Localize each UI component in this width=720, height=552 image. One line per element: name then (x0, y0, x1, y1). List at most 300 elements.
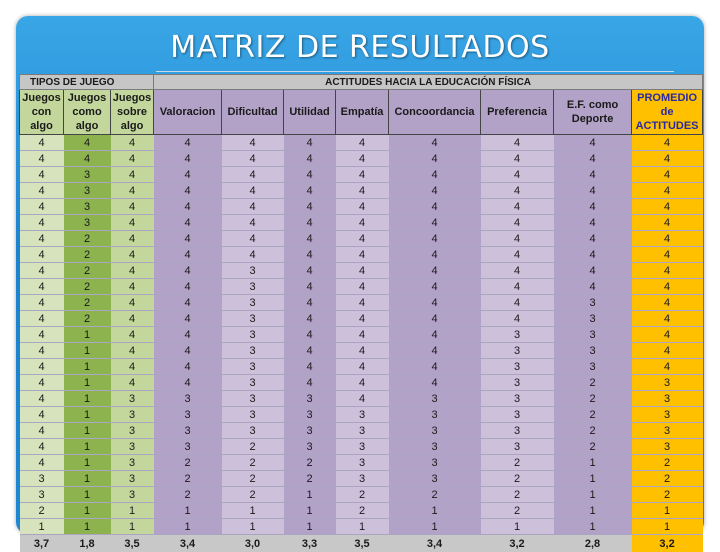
table-cell: 1 (284, 503, 336, 519)
table-cell: 4 (111, 263, 154, 279)
table-cell: 4 (632, 279, 703, 295)
table-cell: 4 (154, 263, 222, 279)
table-cell: 4 (154, 151, 222, 167)
table-cell: 3 (222, 279, 284, 295)
table-cell: 4 (284, 327, 336, 343)
table-cell: 2 (222, 471, 284, 487)
table-cell: 4 (64, 151, 111, 167)
table-cell: 4 (481, 151, 554, 167)
table-row (20, 311, 703, 327)
table-cell: 4 (284, 263, 336, 279)
table-cell: 4 (632, 183, 703, 199)
table-cell: 4 (481, 295, 554, 311)
table-cell: 4 (554, 183, 632, 199)
table-cell: 4 (284, 311, 336, 327)
table-cell: 4 (111, 311, 154, 327)
table-cell: 2 (481, 455, 554, 471)
results-matrix (19, 74, 702, 552)
table-cell: 4 (111, 151, 154, 167)
column-header: Preferencia (481, 90, 554, 135)
table-cell: 4 (64, 135, 111, 151)
table-cell: 4 (389, 375, 481, 391)
total-cell: 3,7 (20, 535, 64, 552)
table-cell: 4 (554, 151, 632, 167)
table-cell: 3 (554, 327, 632, 343)
table-cell: 4 (336, 167, 389, 183)
table-cell: 4 (111, 247, 154, 263)
table-cell: 4 (20, 279, 64, 295)
table-cell: 4 (554, 215, 632, 231)
total-cell: 2,8 (554, 535, 632, 552)
table-cell: 4 (389, 215, 481, 231)
group-header-row (20, 75, 703, 90)
table-cell: 1 (222, 519, 284, 535)
total-cell: 3,0 (222, 535, 284, 552)
table-cell: 4 (20, 263, 64, 279)
table-row (20, 423, 703, 439)
table-cell: 4 (284, 295, 336, 311)
table-cell: 4 (284, 359, 336, 375)
table-cell: 4 (111, 183, 154, 199)
table-cell: 3 (632, 391, 703, 407)
table-cell: 3 (111, 487, 154, 503)
table-cell: 3 (111, 471, 154, 487)
table-cell: 4 (154, 167, 222, 183)
total-cell: 3,3 (284, 535, 336, 552)
table-cell: 4 (20, 391, 64, 407)
table-cell: 3 (222, 391, 284, 407)
table-cell: 3 (20, 487, 64, 503)
total-cell: 3,5 (336, 535, 389, 552)
table-cell: 3 (284, 423, 336, 439)
table-cell: 2 (284, 471, 336, 487)
table-row (20, 391, 703, 407)
table-cell: 2 (222, 439, 284, 455)
table-cell: 3 (336, 439, 389, 455)
table-cell: 1 (336, 519, 389, 535)
table-cell: 4 (554, 231, 632, 247)
table-cell: 4 (284, 183, 336, 199)
table-cell: 4 (20, 423, 64, 439)
table-cell: 4 (554, 279, 632, 295)
table-cell: 3 (554, 343, 632, 359)
table-cell: 2 (554, 423, 632, 439)
table-cell: 4 (154, 199, 222, 215)
table-cell: 4 (222, 167, 284, 183)
table-cell: 4 (389, 295, 481, 311)
table-cell: 1 (64, 487, 111, 503)
table-cell: 4 (111, 343, 154, 359)
column-header: PROMEDIO de ACTITUDES (632, 90, 703, 135)
table-cell: 4 (154, 215, 222, 231)
table-cell: 2 (64, 247, 111, 263)
table-cell: 4 (481, 279, 554, 295)
table-cell: 3 (222, 343, 284, 359)
table-cell: 3 (111, 423, 154, 439)
table-cell: 4 (632, 167, 703, 183)
table-cell: 4 (222, 215, 284, 231)
table-cell: 4 (632, 327, 703, 343)
group-header-actitudes: ACTITUDES HACIA LA EDUCACIÓN FÍSICA (154, 75, 703, 90)
table-cell: 1 (389, 519, 481, 535)
table-cell: 1 (632, 503, 703, 519)
table-cell: 4 (389, 151, 481, 167)
table-cell: 4 (389, 183, 481, 199)
table-cell: 2 (481, 471, 554, 487)
table-cell: 4 (20, 151, 64, 167)
table-cell: 4 (284, 151, 336, 167)
table-cell: 2 (284, 455, 336, 471)
table-row (20, 263, 703, 279)
table-cell: 4 (336, 215, 389, 231)
table-cell: 1 (64, 375, 111, 391)
table-cell: 1 (111, 503, 154, 519)
column-header: Juegos como algo (64, 90, 111, 135)
table-cell: 4 (336, 279, 389, 295)
slide (16, 16, 704, 534)
column-header: Concoordancia (389, 90, 481, 135)
table-row (20, 487, 703, 503)
table-cell: 1 (64, 407, 111, 423)
table-cell: 4 (336, 375, 389, 391)
table-cell: 4 (632, 343, 703, 359)
table-cell: 4 (481, 167, 554, 183)
table-cell: 2 (554, 407, 632, 423)
table-cell: 3 (284, 391, 336, 407)
table-cell: 4 (154, 295, 222, 311)
table-cell: 4 (284, 215, 336, 231)
table-cell: 3 (222, 359, 284, 375)
table-cell: 4 (154, 135, 222, 151)
table-cell: 4 (389, 343, 481, 359)
table-cell: 3 (64, 199, 111, 215)
table-row (20, 519, 703, 535)
table-cell: 4 (389, 279, 481, 295)
table-cell: 3 (389, 455, 481, 471)
table-cell: 3 (222, 295, 284, 311)
table-cell: 4 (20, 375, 64, 391)
table-cell: 4 (389, 359, 481, 375)
table-cell: 4 (20, 135, 64, 151)
table-cell: 4 (154, 375, 222, 391)
table-row (20, 215, 703, 231)
table-cell: 1 (554, 519, 632, 535)
table-cell: 4 (111, 327, 154, 343)
table-cell: 4 (554, 199, 632, 215)
table-cell: 2 (154, 455, 222, 471)
table-cell: 4 (20, 199, 64, 215)
table-cell: 2 (632, 487, 703, 503)
table-cell: 3 (389, 391, 481, 407)
table-row (20, 359, 703, 375)
table-cell: 1 (481, 519, 554, 535)
table-cell: 4 (20, 311, 64, 327)
table-cell: 3 (20, 471, 64, 487)
table-row (20, 167, 703, 183)
table-cell: 3 (481, 407, 554, 423)
table-cell: 4 (481, 263, 554, 279)
table-cell: 4 (284, 167, 336, 183)
table-cell: 3 (336, 471, 389, 487)
table-cell: 4 (154, 231, 222, 247)
table-cell: 3 (111, 407, 154, 423)
table-cell: 4 (632, 247, 703, 263)
table-cell: 4 (284, 231, 336, 247)
column-header-row (20, 90, 703, 135)
table-cell: 4 (632, 311, 703, 327)
table-row (20, 343, 703, 359)
table-cell: 2 (336, 487, 389, 503)
table-cell: 4 (336, 295, 389, 311)
total-cell: 3,2 (632, 535, 703, 552)
table-row (20, 199, 703, 215)
table-cell: 1 (64, 455, 111, 471)
table-cell: 3 (481, 375, 554, 391)
table-cell: 4 (111, 135, 154, 151)
column-header: Dificultad (222, 90, 284, 135)
column-header: Valoracion (154, 90, 222, 135)
table-cell: 4 (20, 343, 64, 359)
table-row (20, 407, 703, 423)
table-cell: 2 (154, 487, 222, 503)
table-cell: 4 (481, 199, 554, 215)
results-table (19, 74, 703, 552)
table-cell: 4 (336, 343, 389, 359)
table-cell: 4 (481, 183, 554, 199)
table-cell: 4 (20, 327, 64, 343)
table-cell: 3 (284, 439, 336, 455)
table-cell: 3 (154, 439, 222, 455)
table-cell: 4 (111, 279, 154, 295)
table-cell: 4 (154, 311, 222, 327)
total-cell: 3,4 (154, 535, 222, 552)
table-cell: 4 (632, 199, 703, 215)
table-cell: 3 (64, 215, 111, 231)
table-cell: 4 (336, 327, 389, 343)
table-cell: 2 (20, 503, 64, 519)
table-cell: 1 (554, 503, 632, 519)
table-cell: 4 (336, 135, 389, 151)
table-cell: 4 (20, 231, 64, 247)
table-cell: 4 (20, 167, 64, 183)
table-cell: 2 (481, 487, 554, 503)
table-row (20, 295, 703, 311)
table-cell: 4 (554, 263, 632, 279)
table-cell: 2 (64, 311, 111, 327)
table-cell: 3 (111, 455, 154, 471)
table-cell: 2 (336, 503, 389, 519)
table-cell: 4 (222, 183, 284, 199)
table-cell: 3 (389, 471, 481, 487)
table-cell: 4 (154, 343, 222, 359)
table-cell: 4 (336, 311, 389, 327)
table-cell: 3 (481, 439, 554, 455)
table-cell: 2 (481, 503, 554, 519)
table-cell: 3 (554, 311, 632, 327)
table-cell: 4 (481, 135, 554, 151)
table-cell: 4 (111, 375, 154, 391)
table-cell: 4 (632, 231, 703, 247)
table-cell: 4 (554, 247, 632, 263)
table-cell: 1 (64, 519, 111, 535)
table-cell: 4 (20, 359, 64, 375)
table-cell: 3 (481, 343, 554, 359)
table-cell: 4 (154, 183, 222, 199)
table-cell: 2 (154, 471, 222, 487)
table-cell: 3 (632, 375, 703, 391)
column-header: Juegos sobre algo (111, 90, 154, 135)
table-cell: 1 (64, 503, 111, 519)
table-cell: 4 (20, 183, 64, 199)
group-header-juego: TIPOS DE JUEGO (20, 75, 154, 90)
table-cell: 4 (111, 167, 154, 183)
table-cell: 2 (632, 471, 703, 487)
table-cell: 4 (481, 311, 554, 327)
table-cell: 4 (154, 247, 222, 263)
table-cell: 4 (389, 167, 481, 183)
total-cell: 3,5 (111, 535, 154, 552)
table-cell: 1 (222, 503, 284, 519)
table-cell: 4 (632, 135, 703, 151)
page-title: MATRIZ DE RESULTADOS (16, 30, 704, 65)
column-header: Utilidad (284, 90, 336, 135)
table-cell: 4 (389, 311, 481, 327)
table-cell: 3 (336, 407, 389, 423)
table-cell: 4 (111, 295, 154, 311)
table-row (20, 439, 703, 455)
table-cell: 4 (284, 247, 336, 263)
table-cell: 3 (389, 407, 481, 423)
table-cell: 2 (222, 455, 284, 471)
table-cell: 1 (64, 391, 111, 407)
table-cell: 4 (222, 199, 284, 215)
table-cell: 4 (336, 359, 389, 375)
totals-row (20, 535, 703, 552)
title-divider (156, 71, 674, 72)
table-cell: 3 (481, 327, 554, 343)
table-cell: 4 (389, 327, 481, 343)
table-cell: 2 (554, 375, 632, 391)
table-cell: 3 (481, 359, 554, 375)
table-cell: 4 (336, 391, 389, 407)
table-cell: 1 (64, 327, 111, 343)
table-cell: 1 (64, 439, 111, 455)
table-cell: 1 (154, 503, 222, 519)
table-row (20, 503, 703, 519)
table-cell: 1 (20, 519, 64, 535)
table-cell: 3 (222, 327, 284, 343)
table-cell: 4 (20, 247, 64, 263)
table-cell: 4 (336, 247, 389, 263)
table-cell: 1 (554, 471, 632, 487)
column-header: E.F. como Deporte (554, 90, 632, 135)
table-cell: 1 (632, 519, 703, 535)
table-cell: 4 (154, 327, 222, 343)
table-cell: 4 (20, 455, 64, 471)
table-cell: 4 (222, 247, 284, 263)
table-cell: 3 (336, 455, 389, 471)
table-cell: 4 (222, 135, 284, 151)
table-cell: 4 (336, 199, 389, 215)
total-cell: 1,8 (64, 535, 111, 552)
table-row (20, 151, 703, 167)
table-row (20, 183, 703, 199)
table-cell: 4 (336, 231, 389, 247)
total-cell: 3,4 (389, 535, 481, 552)
table-cell: 3 (389, 439, 481, 455)
column-header: Juegos con algo (20, 90, 64, 135)
table-cell: 3 (632, 439, 703, 455)
table-cell: 4 (632, 359, 703, 375)
table-cell: 1 (284, 487, 336, 503)
table-cell: 1 (64, 359, 111, 375)
table-cell: 4 (336, 263, 389, 279)
table-cell: 4 (222, 231, 284, 247)
table-cell: 3 (336, 423, 389, 439)
table-cell: 4 (284, 199, 336, 215)
table-cell: 1 (554, 455, 632, 471)
table-cell: 4 (20, 295, 64, 311)
table-row (20, 247, 703, 263)
table-cell: 4 (632, 295, 703, 311)
table-cell: 3 (64, 167, 111, 183)
table-cell: 4 (389, 199, 481, 215)
table-cell: 1 (154, 519, 222, 535)
table-cell: 4 (154, 279, 222, 295)
table-cell: 3 (222, 375, 284, 391)
table-cell: 3 (111, 391, 154, 407)
table-cell: 4 (111, 231, 154, 247)
table-cell: 4 (222, 151, 284, 167)
table-row (20, 279, 703, 295)
table-cell: 2 (554, 391, 632, 407)
table-cell: 4 (554, 135, 632, 151)
table-cell: 4 (284, 343, 336, 359)
table-cell: 1 (111, 519, 154, 535)
table-cell: 3 (554, 359, 632, 375)
table-cell: 3 (632, 407, 703, 423)
table-cell: 4 (632, 151, 703, 167)
table-cell: 4 (284, 279, 336, 295)
table-cell: 4 (154, 359, 222, 375)
table-cell: 2 (64, 263, 111, 279)
table-cell: 2 (64, 295, 111, 311)
table-row (20, 455, 703, 471)
table-cell: 4 (481, 231, 554, 247)
table-cell: 2 (64, 231, 111, 247)
table-cell: 1 (554, 487, 632, 503)
table-cell: 1 (64, 343, 111, 359)
table-row (20, 375, 703, 391)
table-cell: 1 (284, 519, 336, 535)
table-cell: 4 (20, 215, 64, 231)
table-cell: 3 (481, 391, 554, 407)
table-cell: 2 (632, 455, 703, 471)
table-cell: 2 (222, 487, 284, 503)
table-cell: 3 (154, 423, 222, 439)
table-cell: 4 (20, 407, 64, 423)
table-cell: 4 (481, 215, 554, 231)
table-cell: 2 (389, 487, 481, 503)
table-cell: 3 (64, 183, 111, 199)
table-cell: 4 (632, 215, 703, 231)
table-cell: 1 (389, 503, 481, 519)
table-cell: 3 (481, 423, 554, 439)
table-cell: 1 (64, 423, 111, 439)
table-cell: 4 (111, 215, 154, 231)
table-cell: 4 (632, 263, 703, 279)
table-cell: 3 (222, 407, 284, 423)
